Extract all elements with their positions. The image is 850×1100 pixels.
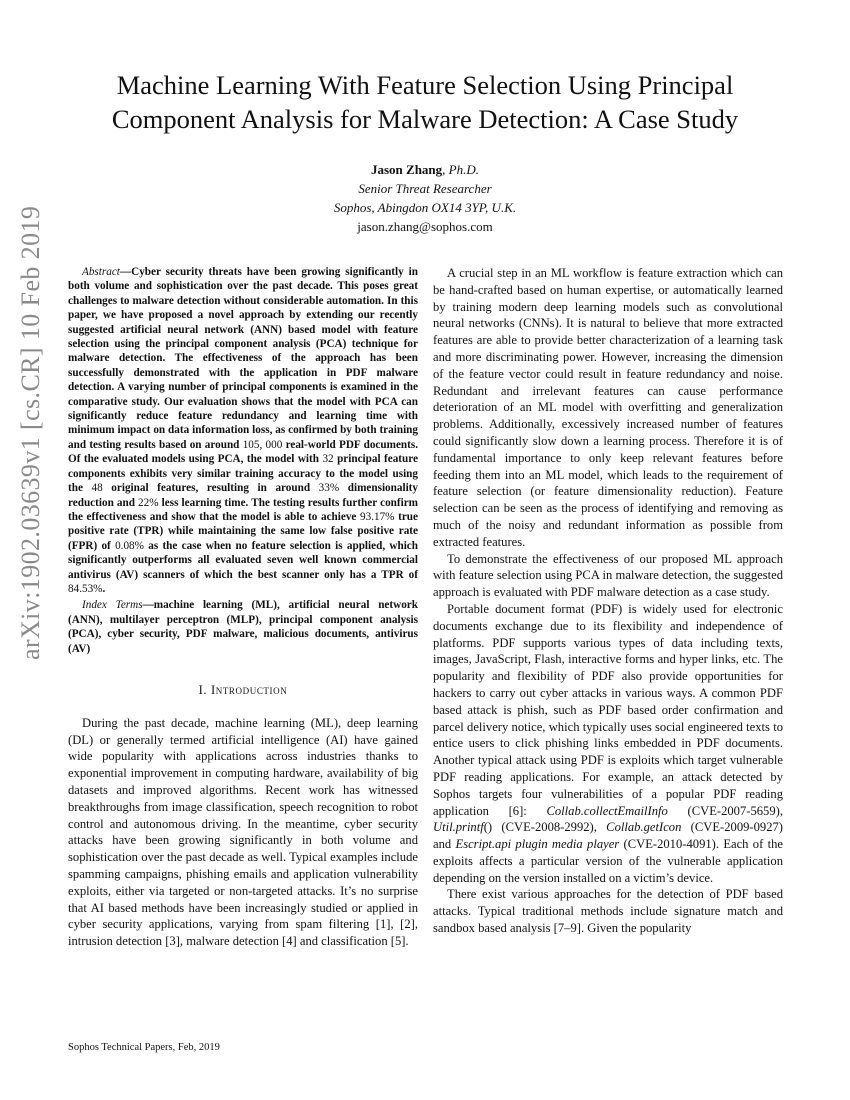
- abstract: Abstract—Cyber security threats have been growing significantly in both volume and sophistication over the past decade. This poses great challenges to malware detection without considerable automation. In this paper, we have proposed a novel approach by extending our recently suggested artificial neural network (ANN) based model with feature selection using the principal component analysis (PCA) technique for malware detection. The effectiveness of the approach has been successfully demonstrated with the application in PDF malware detection. A varying number of principal components is examined in the comparative study. Our evaluation shows that the model with PCA can significantly reduce feature redundancy and learning time with minimum impact on data information loss, as confirmed by both training and testing results based on around 105, 000 real-world PDF documents. Of the evaluated models using PCA, the model with 32 principal feature components exhibits very similar training accuracy to the model using the 48 original features, resulting in around 33% dimensionality reduction and 22% less learning time. The testing results further confirm the effectiveness and show that the model is able to achieve 93.17% true positive rate (TPR) while maintaining the same low false positive rate (FPR) of 0.08% as the case when no feature selection is applied, which significantly outperforms all evaluated seven well known commercial antivirus (AV) scanners of which the best scanner only has a TPR of 84.53%.: [68, 266, 419, 595]
- body-paragraph-pdf: Portable document format (PDF) is widely used for electronic documents exchange due to its flexibility and independence of platforms. PDF supports various types of data including texts, images, JavaScript, Flash, interactive forms and hyper links, etc. The popularity and flexibility of PDF also provide opportunities for hackers to carry out cyber attacks in various ways. A common PDF based attack is phish, such as PDF based order confirmation and parcel delivery notice, which typically uses social engineered texts to entice users to click phishing links embedded in PDF documents. Another typical attack using PDF is exploits which target vulnerable PDF reading applications. For example, an attack detected by Sophos targets four vulnerabilities of a popular PDF reading application [6]: Collab.collectEmailInfo (CVE-2007-5659), Util.printf() (CVE-2008-2992), Collab.getIcon (CVE-2009-0927) and Escript.api plugin media player (CVE-2010-4091). Each of the exploits affects a particular version of the vulnerable application depending on the version installed on a victim’s device.: [433, 601, 783, 885]
- left-column: [68, 265, 418, 950]
- author-degree: , Ph.D.: [442, 162, 479, 177]
- author-position: Senior Threat Researcher: [358, 181, 492, 196]
- right-column: [433, 265, 783, 937]
- index-terms: Index Terms—machine learning (ML), artificial neural network (ANN), multilayer perceptron (MLP), principal component analysis (PCA), cyber security, PDF malware, malicious documents, antivirus (AV): [68, 599, 418, 655]
- index-terms-label: Index Terms: [82, 599, 143, 612]
- body-paragraph-detection: There exist various approaches for the detection of PDF based attacks. Typical traditional methods include signature match and sandbox based analysis [7–9]. Given the popularity: [433, 887, 783, 936]
- paper-title: Machine Learning With Feature Selection Using Principal Component Analysis for Malware Detection: A Case Study: [111, 70, 739, 134]
- intro-paragraph: During the past decade, machine learning (ML), deep learning (DL) or generally termed artificial intelligence (AI) have gained wide popularity with applications across industries thanks to exponential improvement in computing hardware, availability of big datasets and improved algorithms. Recent work has witnessed breakthroughs from image classification, speech recognition to robot control and autonomous driving. In the meantime, cyber security attacks have been growing significantly in both volume and sophistication over the past decade as well. Typical examples include spamming campaigns, phishing emails and application vulnerability exploits, either via targeted or non-targeted attacks. It’s no surprise that AI based methods have been increasingly studied or applied in cyber security applications, varying from spam filtering [1], [2], intrusion detection [3], malware detection [4] and classification [5].: [68, 715, 418, 949]
- author-name-line: [125, 160, 725, 179]
- page-footer: Sophos Technical Papers, Feb, 2019: [68, 1042, 220, 1053]
- abstract-label: Abstract: [82, 266, 120, 278]
- body-paragraph-feature-extraction: A crucial step in an ML workflow is feature extraction which can be hand-crafted based on human expertise, or automatically learned by training modern deep learning models such as convolutional neural networks (CNNs). It is natural to believe that more extracted features are able to provide better characterization of a learning task and more discriminating power. However, increasing the dimension of the feature vector could result in feature redundancy and noise. Redundant and irrelevant features can cause performance deterioration of an ML model with overfitting and generalization problems. Additionally, excessively increased number of features could significantly slow down a learning process. Therefore it is of fundamental importance to only keep relevant features before feeding them into an ML model, which leads to the requirement of feature selection (or feature dimensionality reduction). Feature selection can be seen as the process of identifying and removing as much of the noisy and redundant information as possible from extracted features.: [433, 266, 783, 549]
- section-heading-introduction: I. Introduction: [198, 682, 288, 697]
- author-block: [125, 160, 725, 236]
- author-email: jason.zhang@sophos.com: [357, 219, 493, 234]
- author-name: Jason Zhang: [370, 162, 443, 177]
- author-affiliation: Sophos, Abingdon OX14 3YP, U.K.: [333, 200, 517, 215]
- arxiv-stamp-text: arXiv:1902.03639v1 [cs.CR] 10 Feb 2019: [16, 205, 45, 660]
- body-paragraph-case-study: To demonstrate the effectiveness of our proposed ML approach with feature selection using PCA in malware detection, the suggested approach is evaluated with PDF malware detection as a case study.: [433, 551, 783, 600]
